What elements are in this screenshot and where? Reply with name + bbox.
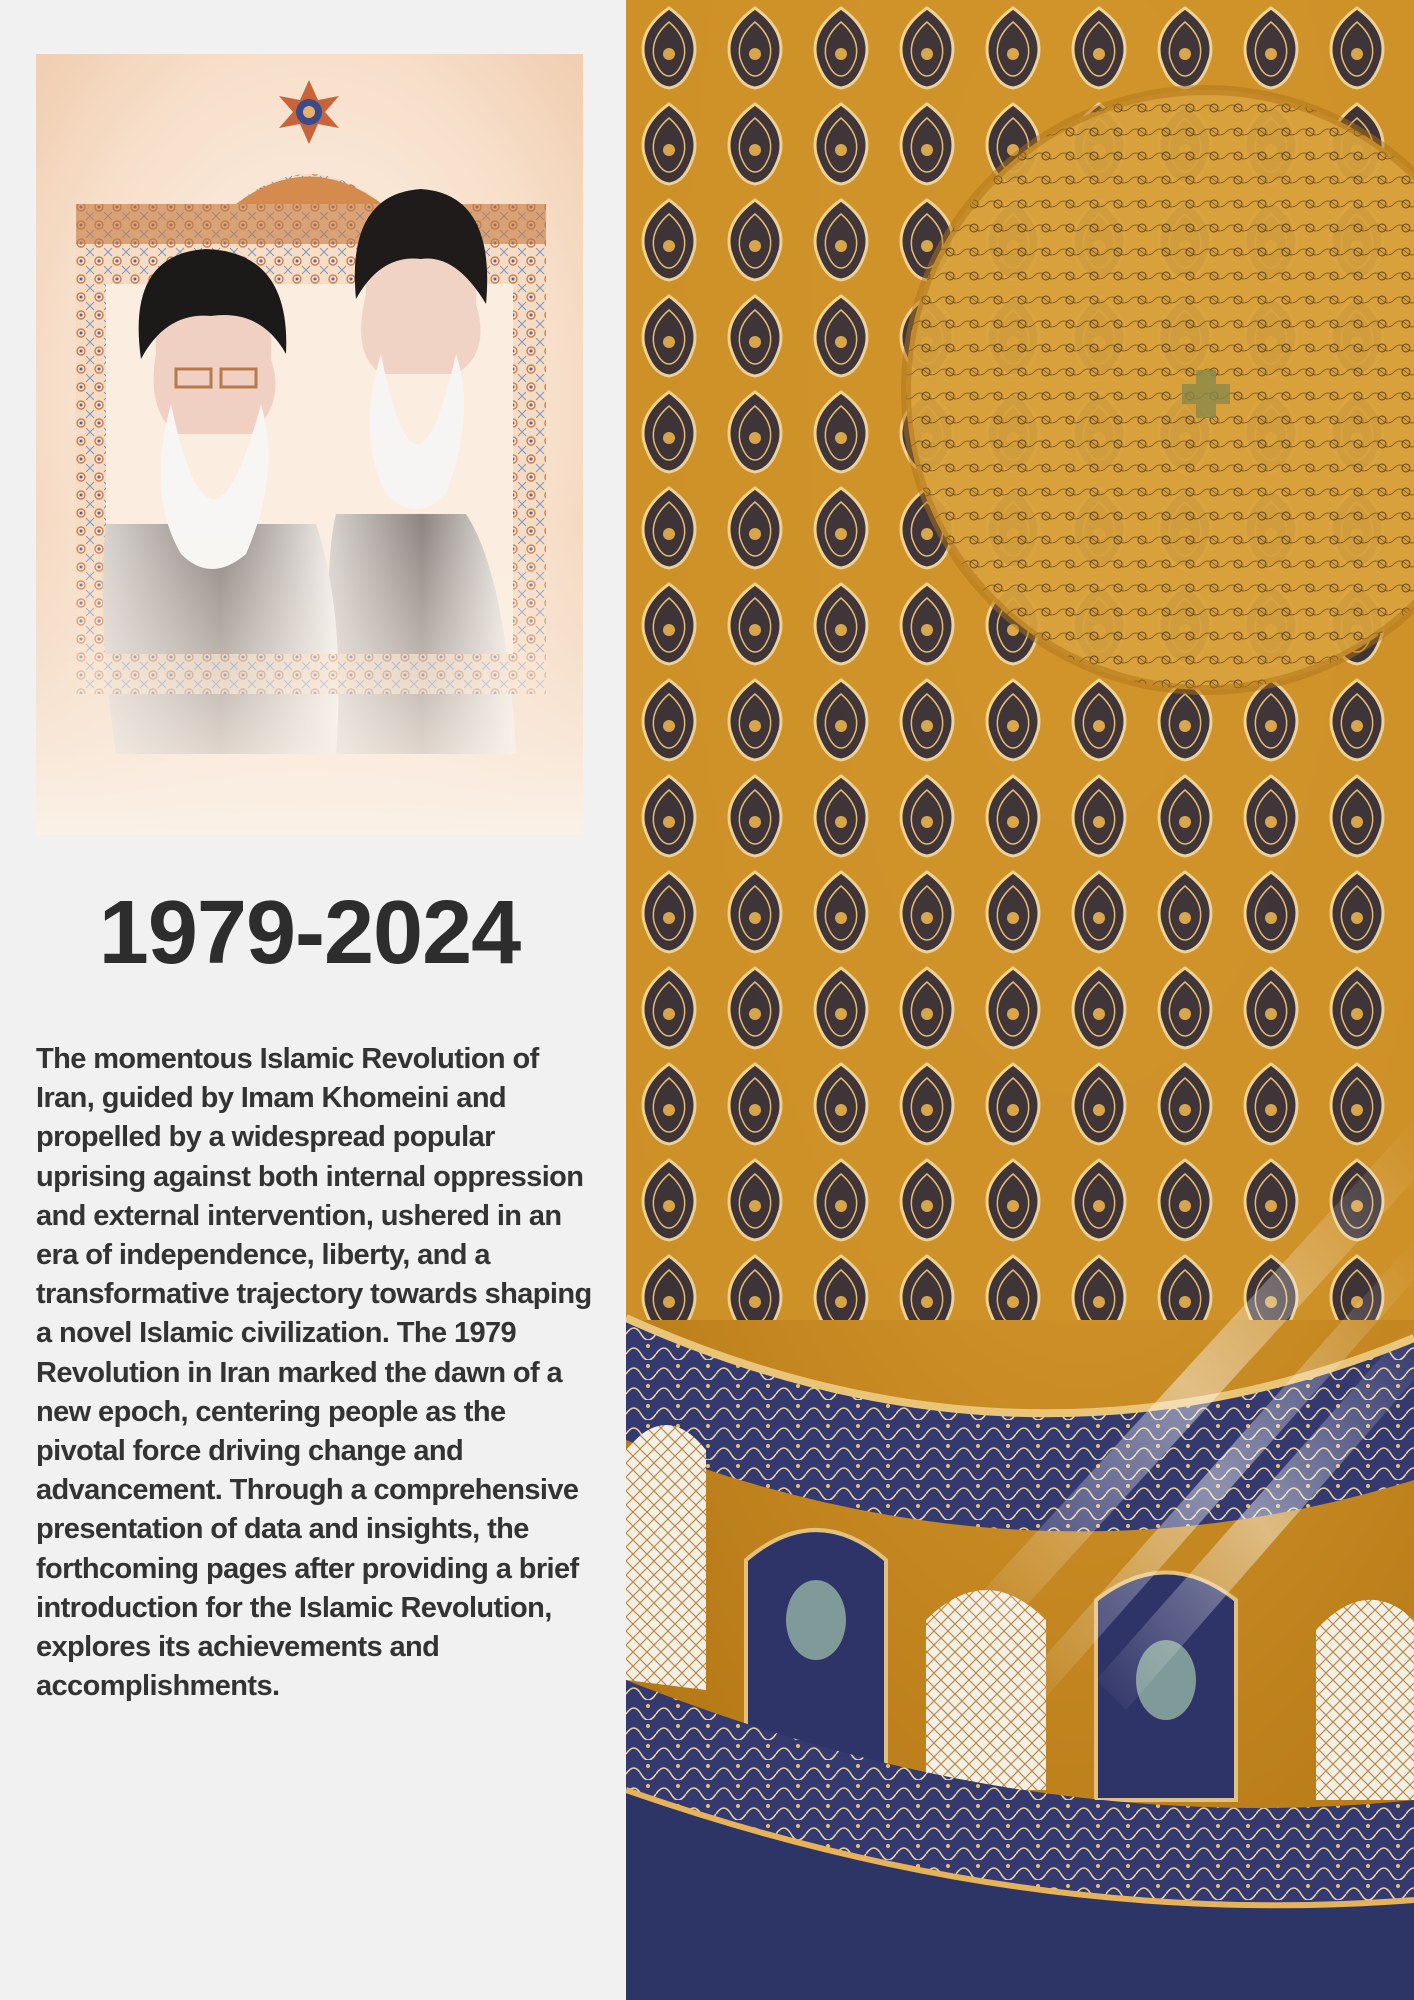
- dome-photo: [626, 0, 1414, 2000]
- years-heading: 1979-2024: [98, 883, 521, 983]
- left-panel: [0, 0, 626, 2000]
- intro-paragraph: The momentous Islamic Revolution of Iran, guided by Imam Khomeini and propelled by a widespread popular uprising against both internal oppression and external intervention, ushered in an era of independence, liberty, and a transformative trajectory towards shaping a novel Islamic civilization. The 1979 Revolution in Iran marked the dawn of a new epoch, centering people as the pivotal force driving change and advancement. Through a comprehensive presentation of data and insights, the forthcoming pages after providing a brief introduction for the Islamic Revolution, explores its achievements and accomplishments.: [36, 1043, 592, 1703]
- portrait-illustration: [36, 54, 583, 835]
